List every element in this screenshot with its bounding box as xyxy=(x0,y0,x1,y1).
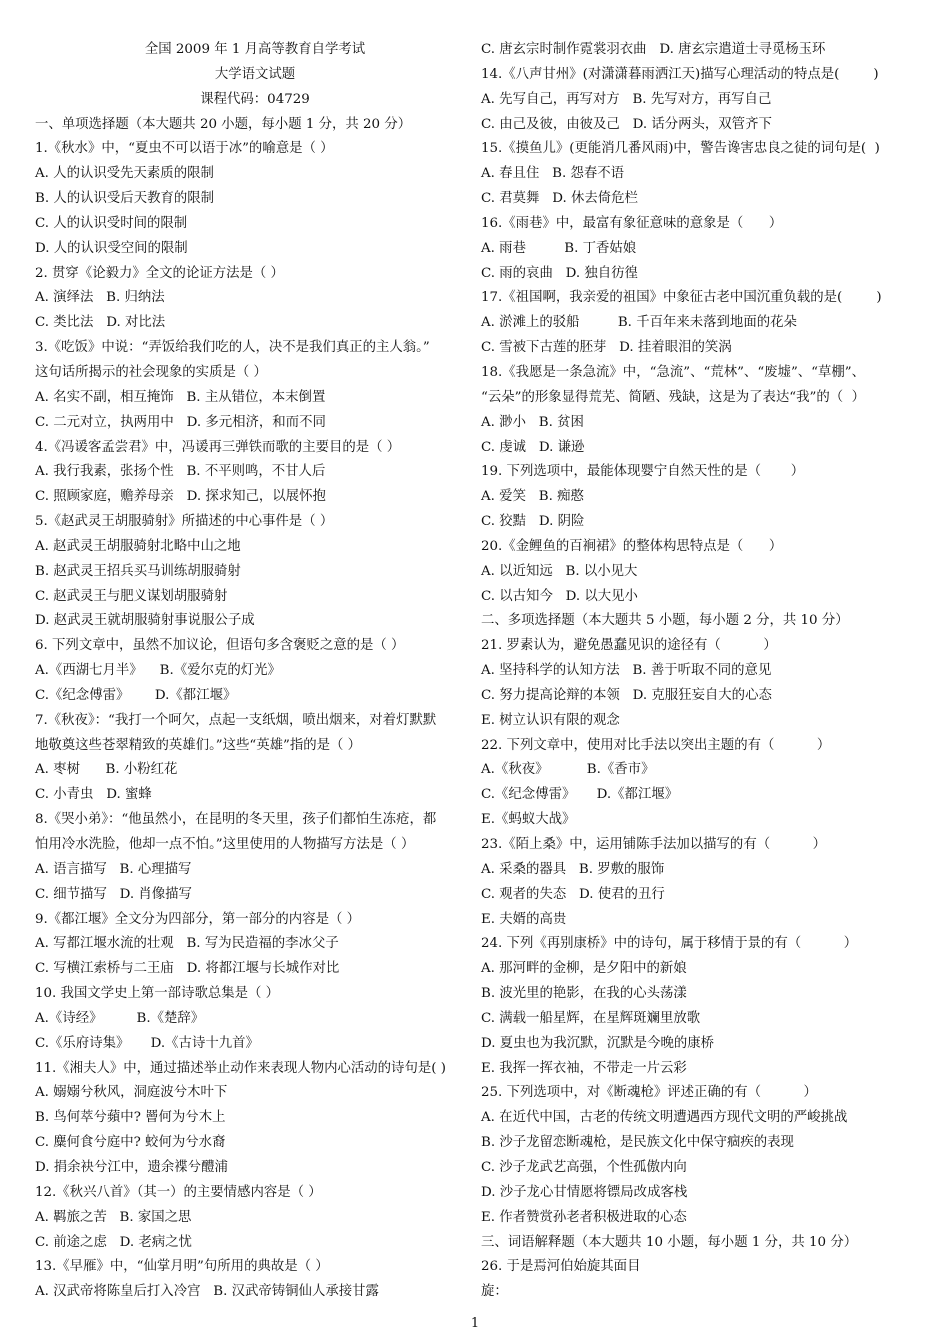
text-line: A. 枣树 B. 小粉红花 xyxy=(35,762,178,778)
text-line: 怕用冷水洗脸，他却一点不怕。”这里使用的人物描写方法是（ ） xyxy=(35,837,415,852)
text-line: A. 语言描写 B. 心理描写 xyxy=(35,861,192,877)
text-line: B. 人的认识受后天教育的限制 xyxy=(35,191,215,207)
text-line: 7.《秋夜》：“我打一个呵欠，点起一支纸烟，喷出烟来，对着灯默默 xyxy=(35,712,437,728)
text-line: C. 赵武灵王与肥义谋划胡服骑射 xyxy=(35,588,228,604)
text-line: D. 捐余袂兮江中，遗余褋兮醴浦 xyxy=(35,1159,228,1175)
text-line: A. 我行我素，张扬个性 B. 不平则鸣，不甘人后 xyxy=(35,464,326,480)
text-line: A. 春且住 B. 怨春不语 xyxy=(481,166,625,182)
text-line: B. 波光里的艳影，在我的心头荡漾 xyxy=(481,986,687,1002)
text-line: 6. 下列文章中，虽然不加议论，但语句多含褒贬之意的是（ ） xyxy=(35,638,405,654)
text-line: D. 赵武灵王就胡服骑射事说服公子成 xyxy=(35,613,255,629)
text-line: A. 嫋嫋兮秋风，洞庭波兮木叶下 xyxy=(35,1085,228,1101)
text-line: 4.《冯谖客孟尝君》中，冯谖再三弹铁而歌的主要目的是（ ） xyxy=(35,439,401,455)
text-line: A. 赵武灵王胡服骑射北略中山之地 xyxy=(35,538,241,554)
text-line: 21. 罗素认为，避免愚蠢见识的途径有（ ） xyxy=(481,638,777,654)
text-line: 22. 下列文章中，使用对比手法以突出主题的有（ ） xyxy=(481,737,831,753)
text-line: C. 前途之虑 D. 老病之忧 xyxy=(35,1234,192,1250)
text-line: 10. 我国文学史上第一部诗歌总集是（ ） xyxy=(35,986,280,1002)
text-line: 5.《赵武灵王胡服骑射》所描述的中心事件是（ ） xyxy=(35,514,334,530)
page-number: 1 xyxy=(470,1316,480,1331)
text-line: A.《西湖七月半》 B.《爱尔克的灯光》 xyxy=(35,663,281,679)
text-line: 11.《湘夫人》中，通过描述举止动作来表现人物内心活动的诗句是( ) xyxy=(35,1060,446,1076)
text-line: 14.《八声甘州》(对潇潇暮雨洒江天)描写心理活动的特点是( ) xyxy=(481,66,879,82)
text-line: C. 人的认识受时间的限制 xyxy=(35,215,188,231)
text-line: 9.《都江堰》全文分为四部分，第一部分的内容是（ ） xyxy=(35,911,361,927)
text-line: C. 写横江索桥与二王庙 D. 将都江堰与长城作对比 xyxy=(35,961,340,977)
text-line: A. 爱笑 B. 痴憨 xyxy=(481,489,584,505)
text-line: C. 雪被下古莲的胚芽 D. 挂着眼泪的笑涡 xyxy=(481,340,732,356)
text-line: D. 人的认识受空间的限制 xyxy=(35,240,188,256)
text-line: 23.《陌上桑》中，运用铺陈手法加以描写的有（ ） xyxy=(481,837,827,852)
text-line: D. 沙子龙心甘情愿将镖局改成客栈 xyxy=(481,1184,688,1200)
text-line: A. 那河畔的金柳，是夕阳中的新娘 xyxy=(481,961,687,977)
text-line: 1.《秋水》中，“夏虫不可以语于冰”的喻意是（ ） xyxy=(35,141,334,157)
text-line: “云朵”的形象显得荒芜、简陋、残缺，这是为了表达“我”的（ ） xyxy=(481,389,866,405)
text-line: E. 作者赞赏孙老者积极进取的心态 xyxy=(481,1209,687,1225)
text-line: C.《纪念傅雷》 D.《都江堰》 xyxy=(35,687,237,703)
text-line: C. 由己及彼，由彼及己 D. 话分两头，双管齐下 xyxy=(481,116,772,132)
text-line: E. 夫婿的高贵 xyxy=(481,911,567,927)
text-line: C. 二元对立，执两用中 D. 多元相济，和而不同 xyxy=(35,414,326,430)
text-line: C. 沙子龙武艺高强，个性孤傲内向 xyxy=(481,1159,687,1175)
text-line: C. 唐玄宗时制作霓裳羽衣曲 D. 唐玄宗遣道士寻觅杨玉环 xyxy=(481,42,826,57)
text-line: 一、单项选择题（本大题共 20 小题，每小题 1 分，共 20 分） xyxy=(35,116,412,132)
text-line: 8.《哭小弟》：“他虽然小，在昆明的冬天里，孩子们都怕生冻疮，都 xyxy=(35,812,437,828)
text-line: A. 渺小 B. 贫困 xyxy=(481,414,584,430)
text-line: C. 以古知今 D. 以大见小 xyxy=(481,588,638,604)
text-line: A. 名实不副，相互掩饰 B. 主从错位，本末倒置 xyxy=(35,389,326,405)
text-line: A. 采桑的器具 B. 罗敷的服饰 xyxy=(481,861,665,877)
text-line: 3.《吃饭》中说：“弄饭给我们吃的人，决不是我们真正的主人翁。” xyxy=(35,340,430,356)
text-line: 25. 下列选项中，对《断魂枪》评述正确的有（ ） xyxy=(481,1085,817,1101)
text-line: A. 雨巷 B. 丁香姑娘 xyxy=(481,240,637,256)
text-line: C. 小青虫 D. 蜜蜂 xyxy=(35,787,152,803)
text-line: C. 努力提高论辩的本领 D. 克服狂妄自大的心态 xyxy=(481,687,772,703)
text-line: A. 汉武帝将陈皇后打入冷宫 B. 汉武帝铸铜仙人承接甘露 xyxy=(35,1284,379,1300)
text-line: 地敬奠这些苍翠精致的英雄们。”这些“英雄”指的是（ ） xyxy=(35,737,362,753)
text-line: 三、词语解释题（本大题共 10 小题，每小题 1 分，共 10 分） xyxy=(481,1234,858,1250)
text-line: C. 麋何食兮庭中? 蛟何为兮水裔 xyxy=(35,1135,226,1151)
text-line: A.《诗经》 B.《楚辞》 xyxy=(35,1010,205,1026)
text-line: 二、多项选择题（本大题共 5 小题，每小题 2 分，共 10 分） xyxy=(481,613,849,629)
text-line: C. 雨的哀曲 D. 独自彷徨 xyxy=(481,265,638,281)
text-line: 16.《雨巷》中，最富有象征意味的意象是（ ） xyxy=(481,215,783,231)
text-line: 15.《摸鱼儿》(更能消几番风雨)中，警告谗害忠良之徒的词句是( ) xyxy=(481,141,880,157)
text-line: C. 虔诚 D. 谦逊 xyxy=(481,439,585,455)
text-line: E. 我挥一挥衣袖，不带走一片云彩 xyxy=(481,1060,687,1076)
text-line: A. 人的认识受先天素质的限制 xyxy=(35,166,214,182)
text-line: C. 照顾家庭，赡养母亲 D. 探求知己，以展怀抱 xyxy=(35,489,326,505)
text-line: 13.《早雁》中，“仙掌月明”句所用的典故是（ ） xyxy=(35,1259,329,1275)
text-line: B. 沙子龙留恋断魂枪，是民族文化中保守痼疾的表现 xyxy=(481,1135,794,1151)
text-line: C. 君莫舞 D. 休去倚危栏 xyxy=(481,191,638,207)
text-line: 2. 贯穿《论毅力》全文的论证方法是（ ） xyxy=(35,265,284,281)
text-line: 19. 下列选项中，最能体现婴宁自然天性的是（ ） xyxy=(481,464,805,480)
text-line: E. 树立认识有限的观念 xyxy=(481,712,620,728)
text-line: 课程代码：04729 xyxy=(200,91,310,107)
text-line: B. 鸟何萃兮蘋中? 罾何为兮木上 xyxy=(35,1110,226,1126)
text-line: A.《秋夜》 B.《香市》 xyxy=(481,762,655,778)
text-line: A. 淤滩上的驳船 B. 千百年来未落到地面的花朵 xyxy=(481,315,797,331)
text-line: C. 狡黠 D. 阴险 xyxy=(481,514,585,530)
text-line: 20.《金鲤鱼的百裥裙》的整体构思特点是（ ） xyxy=(481,538,783,554)
text-line: C. 观者的失态 D. 使君的丑行 xyxy=(481,886,665,902)
text-line: 26. 于是焉河伯始旋其面目 xyxy=(481,1259,641,1275)
text-line: 全国 2009 年 1 月高等教育自学考试 xyxy=(144,42,366,57)
text-line: C. 细节描写 D. 肖像描写 xyxy=(35,886,192,902)
text-line: 17.《祖国啊，我亲爱的祖国》中象征古老中国沉重负载的是( ) xyxy=(481,290,882,306)
text-line: C.《乐府诗集》 D.《古诗十九首》 xyxy=(35,1035,259,1051)
text-line: B. 赵武灵王招兵买马训练胡服骑射 xyxy=(35,563,241,579)
text-line: 旋： xyxy=(481,1284,508,1300)
text-line: E.《蚂蚁大战》 xyxy=(481,812,576,828)
text-line: 24. 下列《再别康桥》中的诗句，属于移情于景的有（ ） xyxy=(481,936,858,952)
text-line: C. 满载一船星辉，在星辉斑斓里放歌 xyxy=(481,1010,701,1026)
text-line: 18.《我愿是一条急流》中，“急流”、“荒林”、“废墟”、“草棚”、 xyxy=(481,364,866,380)
text-line: D. 夏虫也为我沉默，沉默是今晚的康桥 xyxy=(481,1035,715,1051)
left-column xyxy=(35,38,475,1305)
text-line: A. 在近代中国，古老的传统文明遭遇西方现代文明的严峻挑战 xyxy=(481,1110,848,1126)
text-line: C.《纪念傅雷》 D.《都江堰》 xyxy=(481,787,679,803)
text-line: A. 羁旅之苦 B. 家国之思 xyxy=(35,1209,192,1225)
text-line: A. 写都江堰水流的壮观 B. 写为民造福的李冰父子 xyxy=(35,936,339,952)
text-line: A. 坚持科学的认知方法 B. 善于听取不同的意见 xyxy=(481,663,772,679)
text-line: A. 先写自己，再写对方 B. 先写对方，再写自己 xyxy=(481,91,772,107)
text-line: 大学语文试题 xyxy=(214,66,296,82)
text-line: A. 演绎法 B. 归纳法 xyxy=(35,290,165,306)
text-line: 12.《秋兴八首》（其一）的主要情感内容是（ ） xyxy=(35,1184,322,1200)
text-line: A. 以近知远 B. 以小见大 xyxy=(481,563,638,579)
text-line: 这句话所揭示的社会现象的实质是（ ） xyxy=(35,364,267,380)
text-line: C. 类比法 D. 对比法 xyxy=(35,315,166,331)
right-column xyxy=(481,38,921,1305)
